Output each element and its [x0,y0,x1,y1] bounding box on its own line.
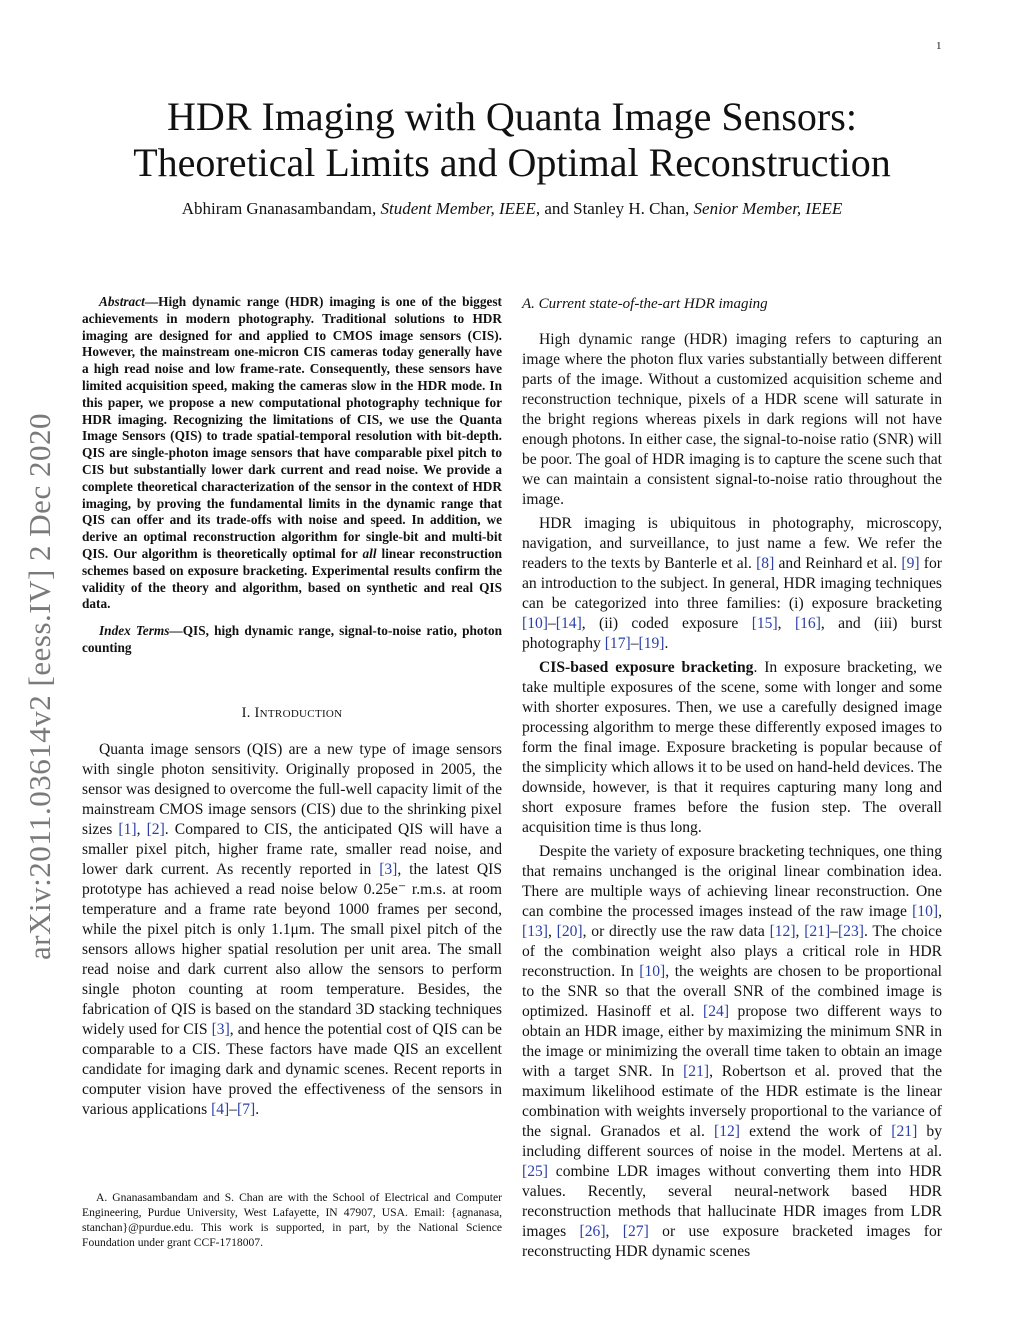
citation-link[interactable]: [10] [522,615,548,632]
text-run: , or directly use the raw data [582,923,770,940]
citation-link[interactable]: [17] [604,635,631,652]
text-run: and Reinhard et al. [774,555,902,572]
right-column [522,294,942,1266]
author-1-role: Student Member, IEEE [380,199,536,218]
text-run: – [547,615,556,632]
text-run: or use exposure bracketed images for reconstructing HDR dynamic scenes [522,1223,942,1260]
section-numeral: I. I [241,704,260,721]
citation-link[interactable]: [9] [901,555,920,572]
paragraph-linear-combination [522,842,942,1262]
text-run: , [547,923,557,940]
citation-link[interactable]: [4] [211,1100,230,1118]
page-number: 1 [936,40,942,52]
text-run: – [229,1100,238,1118]
citation-link[interactable]: [23] [837,923,864,940]
text-run: , the latest QIS prototype has achieved a read noise below 0.25e⁻ r.m.s. at room temperature and a frame rate beyond 1000 frames per second, while the pixel pitch is only 1.1μm. The small pixel pitch of the sensors allows higher spatial resolution per unit area. The small read noise and dark current also allow the sensors to perform single photon counting at room temperature. Besides, the fabrication of QIS is based on the standard 3D stacking techniques widely used for CIS [82,860,502,1038]
author-1: Abhiram Gnanasambandam, [181,199,377,218]
text-run: . Compared to CIS, the anticipated QIS will have a smaller pixel pitch, higher frame rate, smaller read noise, and lower dark current. As recently reported in [82,820,503,878]
text-run: by including different sources of noise in the model. Mertens at al. [522,1123,942,1160]
citation-link[interactable]: [26] [579,1223,606,1240]
author-connector: , and Stanley H. Chan, [535,199,690,218]
text-run: HDR imaging is ubiquitous in photography, microscopy, navigation, and surveillance, to just name a few. We refer the readers to the texts by Banterle et al. [522,515,942,572]
citation-link[interactable]: [27] [622,1223,649,1240]
title-line-2: Theoretical Limits and Optimal Reconstruction [133,140,891,185]
text-run: , Robertson et al. proved that the maximum likelihood estimate of the HDR estimate is the linear combination with weights inversely proportional to the variance of the signal. Granados et al. [522,1063,942,1140]
text-run: . The choice of the combination weight also plays a critical role in HDR reconstruction. In [522,923,943,980]
text-run: for an introduction to the subject. In general, HDR imaging techniques can be categorized into three families: (i) exposure bracketing [522,555,942,612]
index-terms-text: —QIS, high dynamic range, signal-to-noise ratio, photon counting [82,623,503,655]
subsection-heading: A. Current state-of-the-art HDR imaging [522,296,768,312]
text-run: – [630,635,639,652]
text-run: , [938,903,942,920]
text-run: combine LDR images without converting them into HDR values. Recently, several neural-network based HDR reconstruction methods that hallucinate HDR images from LDR images [522,1163,942,1240]
text-run: , [605,1223,623,1240]
author-line [0,199,1024,219]
citation-link[interactable]: [1] [118,820,137,838]
paragraph-exposure-bracketing [522,658,942,838]
citation-link[interactable]: [24] [703,1003,730,1020]
citation-link[interactable]: [15] [751,615,778,632]
citation-link[interactable]: [21] [804,923,831,940]
citation-link[interactable]: [21] [683,1063,710,1080]
text-run: . [664,635,669,652]
citation-link[interactable]: [3] [379,860,398,878]
paper-title [0,94,1024,186]
text-run: . In exposure bracketing, we take multiple exposures of the scene, some with longer and some with shorter exposures. Then, we use a carefully designed image processing algorithm to merge these differently exposed images to form the final image. Exposure bracketing is popular because of the simplicity which allows it to be used on hand-held devices. The downside, however, is that it requires capturing many long and short exposure frames before the fusion step. The overall acquisition time is thus long. [522,659,942,836]
paragraph-hdr-families [522,514,942,654]
left-column [82,294,502,1124]
citation-link[interactable]: [21] [891,1123,918,1140]
abstract-italic: all [362,545,377,561]
section-title-rest: NTRODUCTION [259,707,343,720]
citation-link[interactable]: [2] [146,820,165,838]
text-run: propose two different ways to obtain an HDR image, either by maximizing the minimum SNR in the image or minimizing the overall time taken to obtain an image with a target SNR. In [522,1003,942,1080]
text-run: Quanta image sensors (QIS) are a new type of image sensors with single photon sensitivity. Originally proposed in 2005, the sensor was designed to overcome the full-well capacity limit of the mainstream CMOS image sensors (CIS) due to the shrinking pixel sizes [82,740,502,838]
section-heading-introduction [82,703,502,724]
footnote: A. Gnanasambandam and S. Chan are with the School of Electrical and Computer Engineering, Purdue University, West Lafayette, IN 47907, USA. Email: {agnanasa, stanchan}@purdue.edu. This work is supported, in part, by the National Science Foundation under grant CCF-1718007. [82,1191,502,1249]
abstract [82,294,502,613]
citation-link[interactable]: [12] [769,923,796,940]
citation-link[interactable]: [10] [912,903,939,920]
paragraph-lead: CIS-based exposure bracketing [539,659,754,676]
intro-paragraph [82,740,502,1120]
citation-link[interactable]: [25] [522,1163,548,1180]
paragraph-hdr-definition: High dynamic range (HDR) imaging refers to capturing an image where the photon flux varies substantially between different parts of the image. Without a customized acquisition scheme and reconstruction technique, pixels of a HDR scene will saturate in the bright regions whereas pixels in dark regions will not have enough photons. In either case, the signal-to-noise ratio (SNR) will be poor. The goal of HDR imaging is to capture the scene such that we can maintain a consistent signal-to-noise ratio throughout the image. [522,331,942,508]
index-terms-label: Index Terms [99,623,170,639]
citation-link[interactable]: [8] [756,555,775,572]
text-run: , and (iii) burst photography [522,615,942,652]
text-run: – [830,923,838,940]
arxiv-stamp: arXiv:2011.03614v2 [eess.IV] 2 Dec 2020 [22,413,57,960]
citation-link[interactable]: [3] [211,1020,230,1038]
abstract-text-end: linear reconstruction schemes based on exposure bracketing. Experimental results confirm the validity of the theory and algorithm, based on synthetic and real QIS data. [82,545,502,612]
title-line-1: HDR Imaging with Quanta Image Sensors: [167,94,857,139]
citation-link[interactable]: [16] [794,615,821,632]
text-run: , [795,923,805,940]
index-terms [82,623,502,657]
citation-link[interactable]: [20] [556,923,583,940]
citation-link[interactable]: [10] [639,963,666,980]
citation-link[interactable]: [7] [237,1100,256,1118]
text-run: , the weights are chosen to be proportional to the SNR so that the overall SNR of the combined image is optimized. Hasinoff et al. [522,963,942,1020]
text-run: , (ii) coded exposure [581,615,752,632]
text-run: , [777,615,795,632]
text-run: Despite the variety of exposure bracketing techniques, one thing that remains unchanged is the original linear combination idea. There are multiple ways of achieving linear reconstruction. One can combine the processed images instead of the raw image [522,843,942,920]
text-run: . [255,1100,260,1118]
citation-link[interactable]: [12] [714,1123,740,1140]
citation-link[interactable]: [13] [522,923,548,940]
text-run: , [136,820,147,838]
author-2-role: Senior Member, IEEE [693,199,843,218]
citation-link[interactable]: [19] [638,635,665,652]
abstract-label: Abstract [99,294,145,309]
abstract-text: —High dynamic range (HDR) imaging is one of the biggest achievements in modern photography. Traditional solutions to HDR imaging are designed for and applied to CMOS image sensors (CIS). However, the mainstream one-micron CIS cameras today generally have a high read noise and low frame-rate. Consequently, these sensors have limited acquisition speed, making the cameras slow in the HDR mode. In this paper, we propose a new computational photography technique for HDR imaging. Recognizing the limitations of CIS, we use the Quanta Image Sensors (QIS) to trade spatial-temporal resolution with bit-depth. QIS are single-photon image sensors that have comparable pixel pitch to CIS but substantially lower dark current and read noise. We provide a complete theoretical characterization of the sensor in the context of HDR imaging, by proving the fundamental limits in the dynamic range that QIS can offer and its trade-offs with noise and speed. In addition, we derive an optimal reconstruction algorithm for single-bit and multi-bit QIS. Our algorithm is theoretically optimal for [82,294,502,561]
citation-link[interactable]: [14] [555,615,582,632]
text-run: extend the work of [739,1123,892,1140]
text-run: , and hence the potential cost of QIS can be comparable to a CIS. These factors have made QIS an excellent candidate for imaging dark and dynamic scenes. Recent reports in computer vision have proved the effectiveness of the sensors in various applications [82,1020,502,1118]
